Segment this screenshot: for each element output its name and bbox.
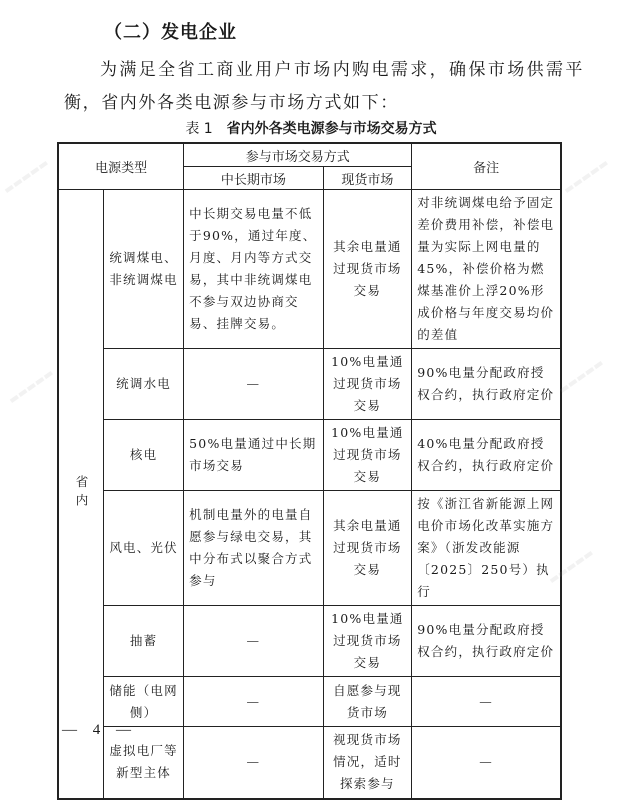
header-remarks: 备注 xyxy=(412,143,561,190)
table-caption xyxy=(0,118,622,138)
header-mid-long-term: 中长期市场 xyxy=(184,167,323,190)
region-label: 省内 xyxy=(58,190,104,799)
cell-mid-long-term: — xyxy=(184,606,323,677)
cell-mid-long-term: — xyxy=(184,727,323,799)
cell-spot: 视现货市场情况，适时探索参与 xyxy=(323,727,412,799)
table-row xyxy=(58,677,561,727)
table-header-row xyxy=(58,143,561,167)
cell-mid-long-term: — xyxy=(184,349,323,420)
page-number: — 4 — xyxy=(62,722,137,738)
section-heading: （二）发电企业 xyxy=(104,22,237,43)
intro-paragraph: 为满足全省工商业用户市场内购电需求，确保市场供需平衡，省内外各类电源参与市场方式如下： xyxy=(64,60,584,113)
header-spot: 现货市场 xyxy=(323,167,412,190)
table-row xyxy=(58,349,561,420)
watermark: ▬▬▬▬▬ xyxy=(0,156,51,197)
cell-source: 统调水电 xyxy=(104,349,184,420)
cell-mid-long-term: 50%电量通过中长期市场交易 xyxy=(184,420,323,491)
cell-source: 统调煤电、非统调煤电 xyxy=(104,190,184,349)
cell-remarks: 按《浙江省新能源上网电价市场化改革实施方案》（浙发改能源〔2025〕250号）执行 xyxy=(412,491,561,606)
cell-source: 虚拟电厂等新型主体 xyxy=(104,727,184,799)
cell-source: 抽蓄 xyxy=(104,606,184,677)
cell-remarks: — xyxy=(412,677,561,727)
cell-spot: 其余电量通过现货市场交易 xyxy=(323,190,412,349)
cell-mid-long-term: 机制电量外的电量自愿参与绿电交易，其中分布式以聚合方式参与 xyxy=(184,491,323,606)
cell-remarks: 对非统调煤电给予固定差价费用补偿，补偿电量为实际上网电量的45%，补偿价格为燃煤基准价上浮20%形成价格与年度交易均价的差值 xyxy=(412,190,561,349)
table-row xyxy=(58,491,561,606)
cell-mid-long-term: 中长期交易电量不低于90%，通过年度、月度、月内等方式交易，其中非统调煤电不参与双边协商交易、挂牌交易。 xyxy=(184,190,323,349)
table-row xyxy=(58,190,561,349)
table-caption-title: 省内外各类电源参与市场交易方式 xyxy=(226,121,437,137)
watermark: ▬▬▬▬▬ xyxy=(5,366,56,407)
cell-source: 储能（电网侧） xyxy=(104,677,184,727)
header-participation: 参与市场交易方式 xyxy=(184,143,412,167)
cell-spot: 10%电量通过现货市场交易 xyxy=(323,420,412,491)
cell-remarks: 90%电量分配政府授权合约，执行政府定价 xyxy=(412,349,561,420)
cell-remarks: — xyxy=(412,727,561,799)
cell-spot: 10%电量通过现货市场交易 xyxy=(323,349,412,420)
cell-spot: 其余电量通过现货市场交易 xyxy=(323,491,412,606)
watermark: ▬▬▬▬▬ xyxy=(560,156,611,197)
watermark: ▬▬▬▬▬ xyxy=(555,356,606,397)
header-source-type: 电源类型 xyxy=(58,143,184,190)
power-source-table xyxy=(57,142,562,800)
table-row xyxy=(58,606,561,677)
cell-source: 核电 xyxy=(104,420,184,491)
cell-spot: 10%电量通过现货市场交易 xyxy=(323,606,412,677)
cell-spot: 自愿参与现货市场 xyxy=(323,677,412,727)
cell-remarks: 40%电量分配政府授权合约，执行政府定价 xyxy=(412,420,561,491)
table-row xyxy=(58,420,561,491)
cell-source: 风电、光伏 xyxy=(104,491,184,606)
watermark: ▬▬▬▬▬ xyxy=(545,546,596,587)
cell-remarks: 90%电量分配政府授权合约，执行政府定价 xyxy=(412,606,561,677)
table-caption-number: 表 1 xyxy=(185,121,213,137)
cell-mid-long-term: — xyxy=(184,677,323,727)
